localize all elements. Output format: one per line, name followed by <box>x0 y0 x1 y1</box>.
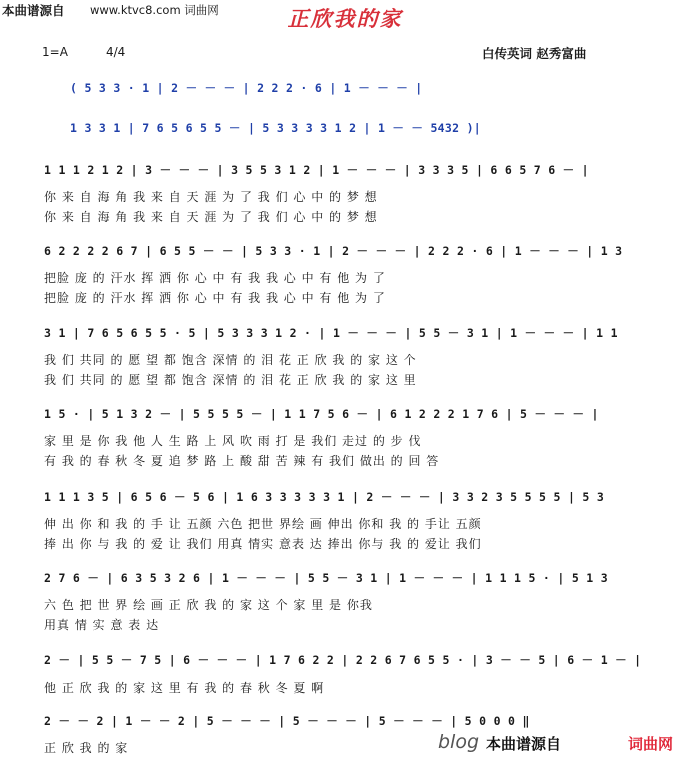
site-url[interactable]: www.ktvc8.com 词曲网 <box>90 3 219 17</box>
site-watermark: 本曲谱源自 <box>486 735 562 753</box>
system-2-lyric-2: 把脸 庞 的 汗水 挥 洒 你 心 中 有 我 我 心 中 有 他 为 了 <box>44 291 386 305</box>
system-6-lyric-2: 用真 情 实 意 表 达 <box>44 618 160 632</box>
system-1-lyric-2: 你 来 自 海 角 我 来 自 天 涯 为 了 我 们 心 中 的 梦 想 <box>44 210 378 224</box>
system-8-notes: 2 － － 2 | 1 － － 2 | 5 － － － | 5 － － － | 5 － － － | 5 0 0 0 ‖ <box>44 714 530 728</box>
time-signature: 4/4 <box>106 45 126 59</box>
system-8-lyric-1: 正 欣 我 的 家 <box>44 741 129 755</box>
system-2-lyric-1: 把脸 庞 的 汗水 挥 洒 你 心 中 有 我 我 心 中 有 他 为 了 <box>44 271 386 285</box>
intro-line-2: 1 3 3 1 | 7 6 5 6 5 5 － | 5 3 3 3 3 1 2 | 1 － － 5432 )| <box>70 121 482 135</box>
system-2-notes: 6 2 2 2 2 6 7 | 6 5 5 － － | 5 3 3 · 1 | 2 － － － | 2 2 2 · 6 | 1 － － － | 1 3 <box>44 244 623 258</box>
credits: 白传英词 赵秀富曲 <box>482 46 587 61</box>
system-4-lyric-2: 有 我 的 春 秋 冬 夏 追 梦 路 上 酸 甜 苦 辣 有 我们 做出 的 回 答 <box>44 454 440 468</box>
system-1-notes: 1 1 1 2 1 2 | 3 － － － | 3 5 5 3 1 2 | 1 － － － | 3 3 3 5 | 6 6 5 7 6 － | <box>44 163 589 177</box>
system-4-lyric-1: 家 里 是 你 我 他 人 生 路 上 风 吹 雨 打 是 我们 走过 的 步 伐 <box>44 434 422 448</box>
system-5-lyric-2: 捧 出 你 与 我 的 爱 让 我们 用真 情实 意表 达 捧出 你与 我 的 爱让 我们 <box>44 537 482 551</box>
system-4-notes: 1 5 · | 5 1 3 2 － | 5 5 5 5 － | 1 1 7 5 6 － | 6 1 2 2 2 1 7 6 | 5 － － － | <box>44 407 599 421</box>
system-3-lyric-1: 我 们 共同 的 愿 望 都 饱含 深情 的 泪 花 正 欣 我 的 家 这 个 <box>44 353 417 367</box>
system-6-notes: 2 7 6 － | 6 3 5 3 2 6 | 1 － － － | 5 5 － 3 1 | 1 － － － | 1 1 1 5 · | 5 1 3 <box>44 571 608 585</box>
system-6-lyric-1: 六 色 把 世 界 绘 画 正 欣 我 的 家 这 个 家 里 是 你我 <box>44 598 373 612</box>
system-7-notes: 2 － | 5 5 － 7 5 | 6 － － － | 1 7 6 2 2 | 2 2 6 7 6 5 5 · | 3 － － 5 | 6 － 1 － | <box>44 653 642 667</box>
song-title: 正欣我的家 <box>287 6 403 31</box>
site-logo: 本曲谱源自 <box>2 3 65 18</box>
ciquwang-watermark: 词曲网 <box>628 735 674 753</box>
system-1-lyric-1: 你 来 自 海 角 我 来 自 天 涯 为 了 我 们 心 中 的 梦 想 <box>44 190 378 204</box>
key-signature: 1=A <box>42 45 68 59</box>
blog-watermark: blog <box>438 731 480 753</box>
system-7-lyric-1: 他 正 欣 我 的 家 这 里 有 我 的 春 秋 冬 夏 啊 <box>44 681 325 695</box>
system-3-notes: 3 1 | 7 6 5 6 5 5 · 5 | 5 3 3 3 1 2 · | 1 － － － | 5 5 － 3 1 | 1 － － － | 1 1 <box>44 326 618 340</box>
system-5-lyric-1: 伸 出 你 和 我 的 手 让 五颜 六色 把世 界绘 画 伸出 你和 我 的 手让 五颜 <box>44 517 482 531</box>
system-3-lyric-2: 我 们 共同 的 愿 望 都 饱含 深情 的 泪 花 正 欣 我 的 家 这 里 <box>44 373 417 387</box>
intro-line-1: ( 5 3 3 · 1 | 2 － － － | 2 2 2 · 6 | 1 － － － | <box>70 81 423 95</box>
system-5-notes: 1 1 1 3 5 | 6 5 6 － 5 6 | 1 6 3 3 3 3 3 1 | 2 － － － | 3 3 2 3 5 5 5 5 | 5 3 <box>44 490 605 504</box>
